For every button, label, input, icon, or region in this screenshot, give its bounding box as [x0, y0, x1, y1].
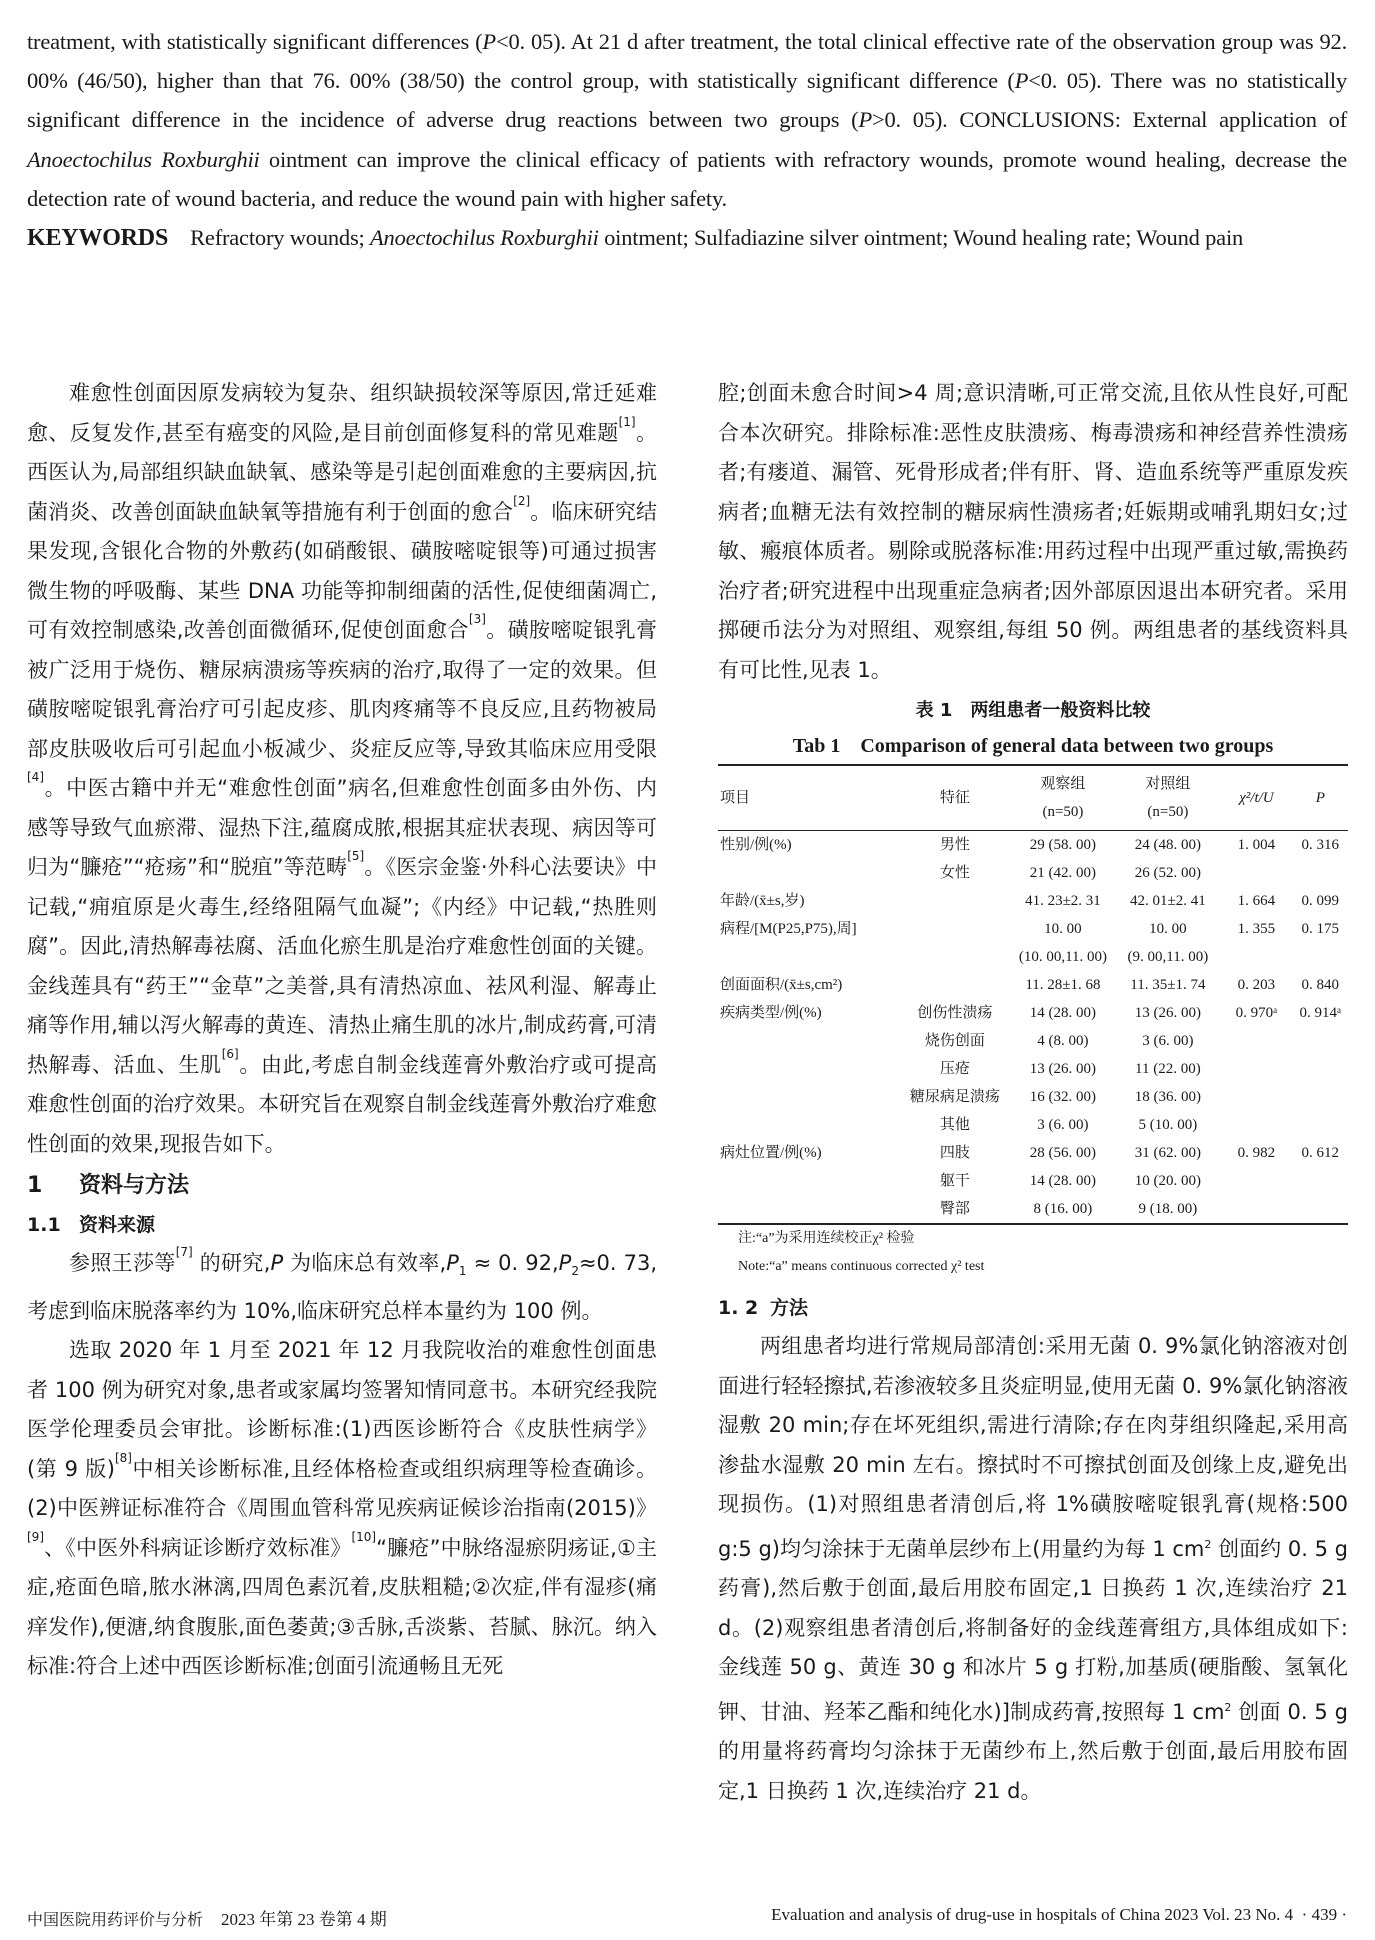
- citation-link[interactable]: [6]: [221, 1046, 239, 1061]
- cell-p: [1293, 1027, 1348, 1055]
- cell-obs: 41. 23±2. 31: [1025, 893, 1101, 909]
- cell-feature: 躯干: [939, 1173, 970, 1189]
- cell-stat: 0. 203: [1237, 977, 1276, 993]
- cell-ctl: 5 (10. 00): [1138, 1117, 1198, 1133]
- cell-stat: 1. 664: [1237, 893, 1276, 909]
- cell-obs: 28 (56. 00): [1029, 1145, 1097, 1161]
- cell-p: 0. 914ᵃ: [1299, 1005, 1342, 1021]
- cell-item: [718, 943, 899, 971]
- intro-paragraph: 难愈性创面因原发病较为复杂、组织缺损较深等原因,常迁延难愈、反复发作,甚至有癌变的风险,是目前创面修复科的常见难题[1]。西医认为,局部组织缺血缺氧、感染等是引起创面难愈的主要病因,抗菌消炎、改善创面缺血缺氧等措施有利于创面的愈合[2]。临床研究结果发现,含银化合物的外敷药(如硝酸银、磺胺嘧啶银等)可通过损害微生物的呼吸酶、某些 DNA 功能等抑制细菌的活性,促使细菌凋亡,可有效控制感染,改善创面微循环,促使创面愈合[3]。磺胺嘧啶银乳膏被广泛用于烧伤、糖尿病溃疡等疾病的治疗,取得了一定的效果。但磺胺嘧啶银乳膏治疗可引起皮疹、肌肉疼痛等不良反应,且药物被局部皮肤吸收后可引起血小板减少、炎症反应等,导致其临床应用受限[4]。中医古籍中并无“难愈性创面”病名,但难愈性创面多由外伤、内感等导致气血瘀滞、湿热下注,蕴腐成脓,根据其症状表现、病因等可归为“臁疮”“疮疡”和“脱疽”等范畴[5]。《医宗金鉴·外科心法要诀》中记载,“痈疽原是火毒生,经络阻隔气血凝”;《内经》中记载,“热胜则腐”。因此,清热解毒祛腐、活血化瘀生肌是治疗难愈性创面的关键。金线莲具有“药王”“金草”之美誉,具有清热凉血、祛风利湿、解毒止痛等作用,辅以泻火解毒的黄连、清热止痛生肌的冰片,制成药膏,可清热解毒、活血、生肌[6]。由此,考虑自制金线莲膏外敷治疗或可提高难愈性创面的治疗效果。本研究旨在观察自制金线莲膏外敷治疗难愈性创面的效果,现报告如下。: [27, 381, 657, 1156]
- cell-feature: 男性: [939, 837, 970, 853]
- cell-item: [718, 859, 899, 887]
- cell-stat: [1220, 1195, 1292, 1224]
- footer-journal-zh: 中国医院用药评价与分析 2023 年第 23 卷第 4 期: [27, 1910, 387, 1929]
- right-column: [718, 374, 1348, 1811]
- cell-item: [718, 1083, 899, 1111]
- cell-obs: 11. 28±1. 68: [1025, 977, 1101, 993]
- section-heading-1: 1 资料与方法: [27, 1173, 190, 1198]
- header-feature: 特征: [939, 790, 970, 806]
- cell-p: [1293, 943, 1348, 971]
- table-row: [718, 971, 1348, 999]
- cell-ctl: 10. 00: [1149, 921, 1187, 937]
- cell-feature: 其他: [939, 1117, 970, 1133]
- cell-stat: [1220, 1167, 1292, 1195]
- cell-obs: 14 (28. 00): [1029, 1173, 1097, 1189]
- table-row: [718, 943, 1348, 971]
- cell-obs: 4 (8. 00): [1037, 1033, 1089, 1049]
- cell-item: 病灶位置/例(%): [720, 1145, 822, 1161]
- cell-stat: 1. 355: [1237, 921, 1276, 937]
- cell-item: [718, 1167, 899, 1195]
- cell-item: 年龄/(x̄±s,岁): [720, 893, 805, 909]
- cell-p: 0. 840: [1301, 977, 1340, 993]
- cell-ctl: 11 (22. 00): [1135, 1061, 1201, 1077]
- cell-ctl: 24 (48. 00): [1134, 837, 1201, 853]
- table-header-row: [718, 765, 1348, 831]
- cell-stat: [1220, 943, 1292, 971]
- citation-link[interactable]: [10]: [351, 1529, 377, 1544]
- cell-obs: 16 (32. 00): [1029, 1089, 1097, 1105]
- cell-obs: 29 (58. 00): [1029, 837, 1097, 853]
- table-row: [718, 1111, 1348, 1139]
- table-row: [718, 1167, 1348, 1195]
- citation-link[interactable]: [4]: [27, 770, 44, 784]
- cell-ctl: 26 (52. 00): [1134, 865, 1201, 881]
- species-name: Anoectochilus Roxburghii: [27, 146, 260, 172]
- cell-ctl: 13 (26. 00): [1134, 1005, 1201, 1021]
- cell-feature: 臀部: [939, 1201, 970, 1217]
- cell-feature: [899, 915, 1010, 943]
- table-note-en: Note:“a” means continuous corrected χ² test: [738, 1259, 985, 1274]
- table-row: [718, 1139, 1348, 1167]
- cell-feature: [899, 943, 1010, 971]
- cell-obs: 8 (16. 00): [1033, 1201, 1093, 1217]
- cell-p: 0. 316: [1301, 837, 1340, 853]
- cell-p: [1293, 1083, 1348, 1111]
- cell-stat: 0. 982: [1237, 1145, 1276, 1161]
- cell-stat: [1220, 1055, 1292, 1083]
- section-heading-1-1: 1.1 资料来源: [27, 1214, 156, 1236]
- cell-p: [1293, 1111, 1348, 1139]
- cell-stat: 1. 004: [1237, 837, 1276, 853]
- cell-feature: [899, 887, 1010, 915]
- cell-feature: 四肢: [939, 1145, 970, 1161]
- cell-ctl: 18 (36. 00): [1134, 1089, 1201, 1105]
- cell-p: 0. 175: [1301, 921, 1340, 937]
- cell-ctl: 10 (20. 00): [1134, 1173, 1201, 1189]
- table-caption-en: Tab 1 Comparison of general data between two groups: [792, 735, 1274, 757]
- cell-stat: [1220, 1111, 1292, 1139]
- cell-p: [1293, 1195, 1348, 1224]
- table-row: [718, 999, 1348, 1027]
- citation-link[interactable]: [9]: [27, 1529, 44, 1544]
- cell-item: [718, 1111, 899, 1139]
- sample-size-paragraph: 参照王莎等[7] 的研究,P 为临床总有效率$,P_1 \approx 0$. $92,P_2\approx 0$. 73,考虑到临床脱落率约为 10%,临床研究总样本量约为 100 例。: [27, 1245, 658, 1323]
- cell-feature: 糖尿病足溃疡: [909, 1089, 1000, 1105]
- cell-item: [718, 1195, 899, 1224]
- citation-link[interactable]: [8]: [114, 1450, 132, 1465]
- citation-link[interactable]: [1]: [618, 414, 636, 429]
- cell-p: 0. 612: [1301, 1145, 1340, 1161]
- cell-feature: 压疮: [939, 1061, 970, 1077]
- criteria-paragraph: 腔;创面未愈合时间>4 周;意识清晰,可正常交流,且依从性良好,可配合本次研究。排除标准:恶性皮肤溃疡、梅毒溃疡和神经营养性溃疡者;有瘘道、漏管、死骨形成者;伴有肝、肾、造血系统等严重原发疾病者;血糖无法有效控制的糖尿病性溃疡者;妊娠期或哺乳期妇女;过敏、瘢痕体质者。剔除或脱落标准:用药过程中出现严重过敏,需换药治疗者;研究进程中出现重症急病者;因外部原因退出本研究者。采用掷硬币法分为对照组、观察组,每组 50 例。两组患者的基线资料具有可比性,见表 1。: [718, 381, 1348, 682]
- cell-ctl: 11. 35±1. 74: [1130, 977, 1206, 993]
- cell-ctl: 31 (62. 00): [1134, 1145, 1201, 1161]
- cell-ctl: 9 (18. 00): [1138, 1201, 1198, 1217]
- cell-obs: 21 (42. 00): [1029, 865, 1097, 881]
- citation-link[interactable]: [7]: [175, 1245, 193, 1259]
- header-statistic: χ²/t/U: [1239, 790, 1274, 806]
- citation-link[interactable]: [3]: [468, 612, 486, 626]
- citation-link[interactable]: [2]: [513, 493, 531, 508]
- header-control: 对照组 (n=50): [1145, 776, 1191, 820]
- cell-feature: [899, 971, 1010, 999]
- keywords: KEYWORDS Refractory wounds; Anoectochilus Roxburghii ointment; Sulfadiazine silver ointment; Wound healing rate; Wound pain: [27, 225, 1244, 252]
- cell-item: 疾病类型/例(%): [720, 1005, 822, 1021]
- cell-ctl: 3 (6. 00): [1142, 1033, 1194, 1049]
- table-row: [718, 1083, 1348, 1111]
- left-column: [27, 374, 657, 1687]
- cell-p: [1293, 859, 1348, 887]
- cell-item: [718, 1055, 899, 1083]
- header-observation: 观察组 (n=50): [1040, 776, 1086, 820]
- cell-obs: 3 (6. 00): [1037, 1117, 1089, 1133]
- cell-stat: [1220, 1027, 1292, 1055]
- cell-obs: 13 (26. 00): [1029, 1061, 1097, 1077]
- cell-stat: [1220, 859, 1292, 887]
- cell-p: [1293, 1167, 1348, 1195]
- header-p: P: [1315, 790, 1325, 806]
- abstract-english: [27, 22, 1347, 258]
- cell-obs: (10. 00,11. 00): [1018, 949, 1108, 965]
- cell-feature: 女性: [939, 865, 970, 881]
- cell-ctl: (9. 00,11. 00): [1127, 949, 1209, 965]
- cell-feature: 创伤性溃疡: [917, 1005, 993, 1021]
- cell-item: 性别/例(%): [720, 837, 792, 853]
- selection-paragraph: 选取 2020 年 1 月至 2021 年 12 月我院收治的难愈性创面患者 100 例为研究对象,患者或家属均签署知情同意书。本研究经我院医学伦理委员会审批。诊断标准:(1)西医诊断符合《皮肤性病学》(第 9 版)[8]中相关诊断标准,且经体格检查或组织病理等检查确诊。(2)中医辨证标准符合《周围血管科常见疾病证候诊治指南(2015)》[9]、《中医外科病证诊断疗效标准》[10]“臁疮”中脉络湿瘀阴疡证,①主症,疮面色暗,脓水淋漓,四周色素沉着,皮肤粗糙;②次症,伴有湿疹(痛痒发作),便溏,纳食腹胀,面色萎黄;③舌脉,舌淡紫、苔腻、脉沉。纳入标准:符合上述中西医诊断标准;创面引流通畅且无死: [27, 1338, 657, 1679]
- cell-stat: 0. 970ᵃ: [1235, 1005, 1278, 1021]
- cell-item: [718, 1027, 899, 1055]
- cell-p: 0. 099: [1301, 893, 1340, 909]
- section-heading-1-2: 1. 2 方法: [718, 1297, 809, 1319]
- table-row: [718, 1195, 1348, 1224]
- table-row: [718, 915, 1348, 943]
- table-row: [718, 1027, 1348, 1055]
- table-row: [718, 887, 1348, 915]
- table-row: [718, 831, 1348, 860]
- cell-stat: [1220, 1083, 1292, 1111]
- page-number: · 439 ·: [1301, 1905, 1347, 1924]
- header-item: 项目: [720, 790, 751, 806]
- cell-obs: 14 (28. 00): [1029, 1005, 1097, 1021]
- cell-item: 创面面积/(x̄±s,cm²): [720, 977, 843, 993]
- cell-obs: 10. 00: [1044, 921, 1082, 937]
- cell-p: [1293, 1055, 1348, 1083]
- baseline-table: [718, 764, 1348, 1225]
- table-row: [718, 1055, 1348, 1083]
- cell-feature: 烧伤创面: [924, 1033, 985, 1049]
- footer-journal-en: Evaluation and analysis of drug-use in hospitals of China 2023 Vol. 23 No. 4 · 439 ·: [771, 1905, 1347, 1924]
- page-footer: [27, 1905, 1347, 1930]
- keywords-label: KEYWORDS: [27, 225, 169, 252]
- cell-ctl: 42. 01±2. 41: [1130, 893, 1206, 909]
- table-note-zh: 注:“a”为采用连续校正χ² 检验: [738, 1231, 915, 1246]
- citation-link[interactable]: [5]: [347, 849, 365, 863]
- abstract-body: treatment, with statistically significant differences (P<0. 05). At 21 d after treatment, the total clinical effective rate of the observation group was 92. 00% (46/50), higher than that 76. 00% (38/50) the control group, with statistically significant difference (P<0. 05). There was no statistically significant difference in the incidence of adverse drug reactions between two groups (P>0. 05). CONCLUSIONS: External application of Anoectochilus Roxburghii ointment can improve the clinical efficacy of patients with refractory wounds, promote wound healing, decrease the detection rate of wound bacteria, and reduce the wound pain with higher safety.: [27, 29, 1348, 211]
- method-paragraph: 两组患者均进行常规局部清创:采用无菌 0. 9%氯化钠溶液对创面进行轻轻擦拭,若渗液较多且炎症明显,使用无菌 0. 9%氯化钠溶液湿敷 20 min;存在坏死组织,需进行清除;存在肉芽组织隆起,采用高渗盐水湿敷 20 min 左右。擦拭时不可擦拭创面及创缘上皮,避免出现损伤。(1)对照组患者清创后,将 1%磺胺嘧啶银乳膏(规格:500 g:5 g)均匀涂抹于无菌单层纱布上(用量约为每 1 $cm^2$ 创面约 0. 5 g 药膏),然后敷于创面,最后用胶布固定,1 日换药 1 次,连续治疗 21 d。(2)观察组患者清创后,将制备好的金线莲膏组方,具体组成如下:金线莲 50 g、黄连 30 g 和冰片 5 g 打粉,加基质(硬脂酸、氢氧化钾、甘油、羟苯乙酯和纯化水)]制成药膏,按照每 1 $cm^2$ 创面 0. 5 g 的用量将药膏均匀涂抹于无菌纱布上,然后敷于创面,最后用胶布固定,1 日换药 1 次,连续治疗 21 d。: [718, 1334, 1349, 1803]
- cell-item: 病程/[M(P25,P75),周]: [720, 921, 857, 937]
- table-caption-zh: 表 1 两组患者一般资料比较: [915, 700, 1151, 721]
- table-row: [718, 859, 1348, 887]
